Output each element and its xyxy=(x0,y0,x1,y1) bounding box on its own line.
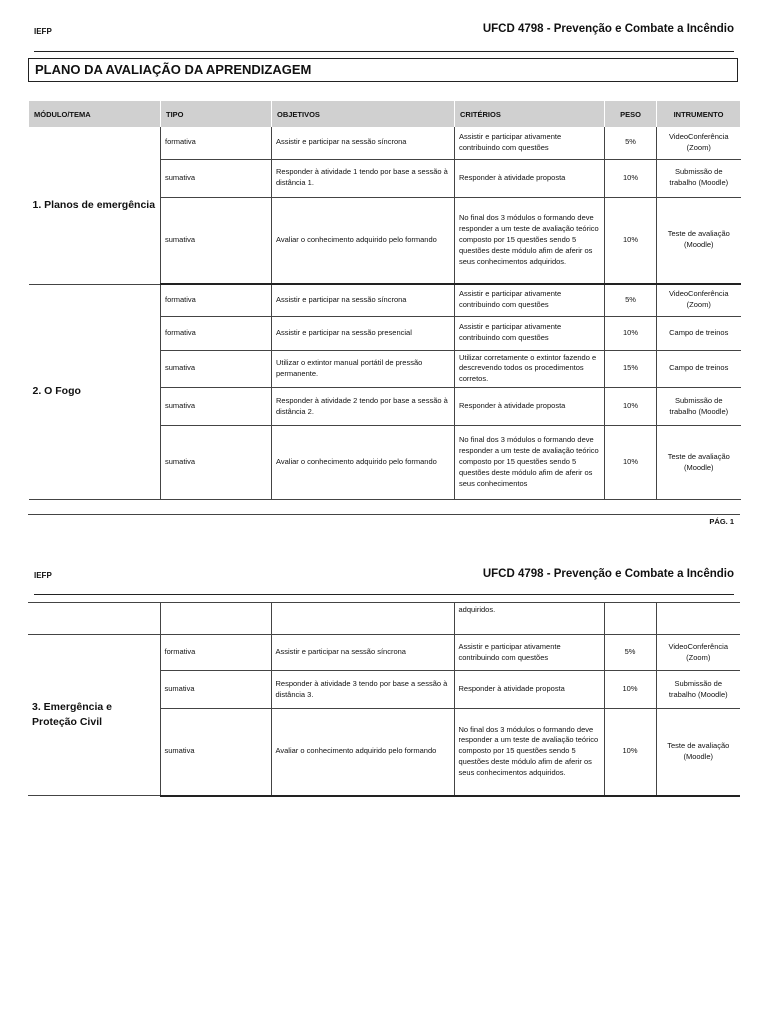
cell-tipo: sumativa xyxy=(161,197,272,284)
cell-instrumento: Submissão de trabalho (Moodle) xyxy=(657,388,741,426)
header-course: UFCD 4798 - Prevenção e Combate a Incêndio xyxy=(482,23,734,35)
assessment-table xyxy=(28,101,741,500)
cell-tipo: sumativa xyxy=(161,426,272,500)
cell-objetivo: Responder à atividade 2 tendo por base a sessão à distância 2. xyxy=(272,388,455,426)
table-header-row xyxy=(29,101,741,127)
cell-peso: 5% xyxy=(604,635,656,671)
cell-instrumento: Submissão de trabalho (Moodle) xyxy=(657,159,741,197)
cell-criterio: No final dos 3 módulos o formando deve responder a um teste de avaliação teórico composto por 15 questões sendo 5 questões deste módulo afim de aferir os seus conhecimentos adquiridos. xyxy=(454,709,604,796)
cell-peso: 10% xyxy=(605,426,657,500)
header-org: IEFP xyxy=(34,27,52,36)
cell-objetivo: Responder à atividade 1 tendo por base a sessão à distância 1. xyxy=(272,159,455,197)
empty-cell xyxy=(604,603,656,635)
table-row xyxy=(28,635,740,671)
cell-tipo: formativa xyxy=(161,284,272,316)
cell-tipo: formativa xyxy=(161,127,272,159)
col-header-criterios: CRITÉRIOS xyxy=(455,101,605,127)
cell-objetivo: Assistir e participar na sessão síncrona xyxy=(272,127,455,159)
cell-criterio: Assistir e participar ativamente contribuindo com questões xyxy=(455,316,605,350)
module-name: 1. Planos de emergência xyxy=(29,127,161,284)
cell-peso: 10% xyxy=(605,197,657,284)
cell-criterio: No final dos 3 módulos o formando deve responder a um teste de avaliação teórico composto por 15 questões sendo 5 questões deste módulo afim de aferir os seus conhecimentos xyxy=(455,426,605,500)
cell-criterio: No final dos 3 módulos o formando deve responder a um teste de avaliação teórico composto por 15 questões sendo 5 questões deste módulo afim de aferir os seus conhecimentos adquiridos. xyxy=(455,197,605,284)
cell-instrumento: VideoConferência (Zoom) xyxy=(656,635,740,671)
plan-title: PLANO DA AVALIAÇÃO DA APRENDIZAGEM xyxy=(28,58,738,82)
table-row xyxy=(29,284,741,316)
empty-cell xyxy=(656,603,740,635)
cell-tipo: formativa xyxy=(161,316,272,350)
empty-cell xyxy=(160,603,271,635)
cell-peso: 15% xyxy=(605,350,657,388)
col-header-instrumento: INTRUMENTO xyxy=(657,101,741,127)
cell-instrumento: Teste de avaliação (Moodle) xyxy=(657,426,741,500)
cell-criterio: Responder à atividade proposta xyxy=(454,671,604,709)
cell-peso: 10% xyxy=(605,159,657,197)
empty-cell xyxy=(271,603,454,635)
cell-tipo: sumativa xyxy=(160,709,271,796)
cell-objetivo: Avaliar o conhecimento adquirido pelo formando xyxy=(271,709,454,796)
cell-instrumento: VideoConferência (Zoom) xyxy=(657,127,741,159)
col-header-tipo: TIPO xyxy=(161,101,272,127)
cell-tipo: sumativa xyxy=(161,350,272,388)
col-header-peso: PESO xyxy=(605,101,657,127)
cell-criterio: Assistir e participar ativamente contribuindo com questões xyxy=(454,635,604,671)
page-number: PÁG. 1 xyxy=(709,517,734,526)
table-row xyxy=(29,127,741,159)
cell-peso: 10% xyxy=(604,671,656,709)
cell-tipo: formativa xyxy=(160,635,271,671)
module-name: 2. O Fogo xyxy=(29,284,161,500)
cell-criterio: Utilizar corretamente o extintor fazendo e descrevendo todos os procedimentos corretos. xyxy=(455,350,605,388)
cell-instrumento: Campo de treinos xyxy=(657,350,741,388)
empty-cell xyxy=(28,603,160,635)
module-name: 3. Emergência e Proteção Civil xyxy=(28,635,160,796)
cell-objetivo: Utilizar o extintor manual portátil de pressão permanente. xyxy=(272,350,455,388)
cell-criterio-continued: adquiridos. xyxy=(454,603,604,635)
cell-peso: 10% xyxy=(605,388,657,426)
cell-tipo: sumativa xyxy=(161,159,272,197)
cell-criterio: Responder à atividade proposta xyxy=(455,159,605,197)
cell-peso: 5% xyxy=(605,284,657,316)
cell-objetivo: Assistir e participar na sessão síncrona xyxy=(271,635,454,671)
cell-peso: 5% xyxy=(605,127,657,159)
cell-instrumento: Submissão de trabalho (Moodle) xyxy=(656,671,740,709)
cell-tipo: sumativa xyxy=(160,671,271,709)
cell-objetivo: Avaliar o conhecimento adquirido pelo formando xyxy=(272,426,455,500)
cell-criterio: Assistir e participar ativamente contribuindo com questões xyxy=(455,284,605,316)
cell-objetivo: Avaliar o conhecimento adquirido pelo formando xyxy=(272,197,455,284)
cell-instrumento: Campo de treinos xyxy=(657,316,741,350)
cell-peso: 10% xyxy=(604,709,656,796)
table-row xyxy=(28,603,740,635)
assessment-table-continued xyxy=(28,602,740,797)
col-header-objetivos: OBJETIVOS xyxy=(272,101,455,127)
footer-divider xyxy=(28,514,740,515)
cell-objetivo: Assistir e participar na sessão presencial xyxy=(272,316,455,350)
cell-instrumento: Teste de avaliação (Moodle) xyxy=(657,197,741,284)
header-course: UFCD 4798 - Prevenção e Combate a Incêndio xyxy=(482,568,734,580)
cell-objetivo: Responder à atividade 3 tendo por base a sessão à distância 3. xyxy=(271,671,454,709)
header-divider xyxy=(34,594,734,595)
cell-criterio: Assistir e participar ativamente contribuindo com questões xyxy=(455,127,605,159)
col-header-modulo: MÓDULO/TEMA xyxy=(29,101,161,127)
page-2 xyxy=(0,560,768,810)
cell-criterio: Responder à atividade proposta xyxy=(455,388,605,426)
header-org: IEFP xyxy=(34,571,52,580)
cell-peso: 10% xyxy=(605,316,657,350)
cell-instrumento: VideoConferência (Zoom) xyxy=(657,284,741,316)
cell-instrumento: Teste de avaliação (Moodle) xyxy=(656,709,740,796)
cell-objetivo: Assistir e participar na sessão síncrona xyxy=(272,284,455,316)
header-divider xyxy=(34,51,734,52)
cell-tipo: sumativa xyxy=(161,388,272,426)
